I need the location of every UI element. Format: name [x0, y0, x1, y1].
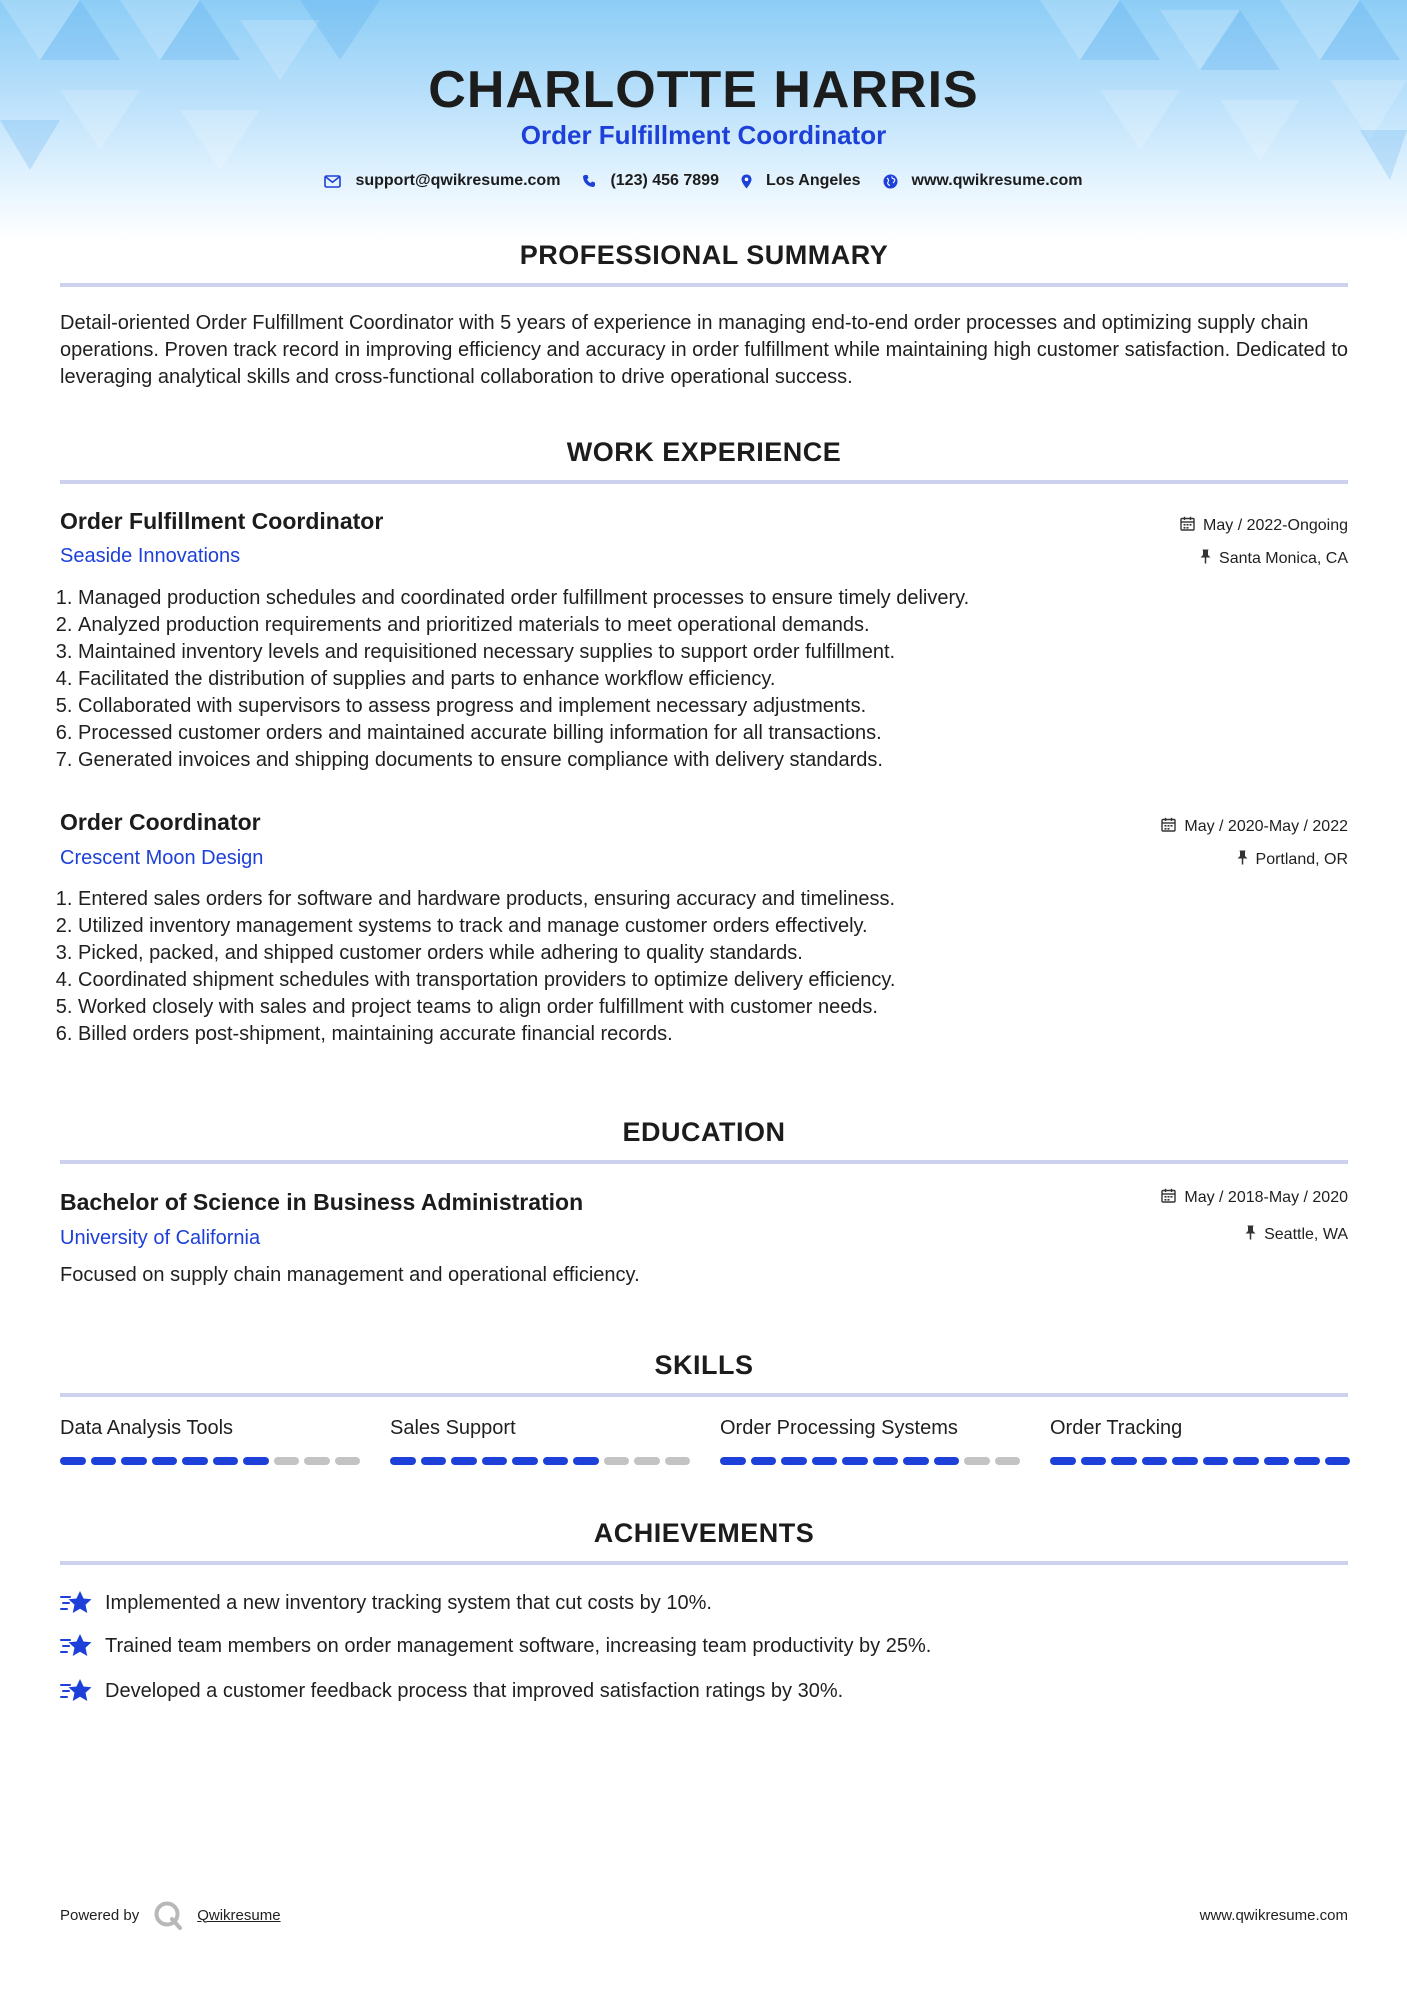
skill-segment-filled — [213, 1457, 239, 1465]
skill-level-bar — [60, 1457, 360, 1465]
list-item: 7. Generated invoices and shipping documents to ensure compliance with delivery standards. — [78, 747, 1358, 774]
list-item: 6. Billed orders post-shipment, maintaining accurate financial records. — [78, 1021, 1358, 1048]
location-text: Los Angeles — [765, 172, 861, 189]
map-pin-icon — [741, 174, 752, 189]
calendar-icon — [1161, 817, 1176, 836]
contact-bar — [0, 172, 1407, 190]
summary-heading: PROFESSIONAL SUMMARY — [519, 240, 889, 270]
list-item: 5. Collaborated with supervisors to assess progress and implement necessary adjustments. — [78, 693, 1358, 720]
skill-segment-filled — [573, 1457, 599, 1465]
skill-segment-filled — [1111, 1457, 1137, 1465]
skill-segment-filled — [182, 1457, 208, 1465]
powered-by-label: Powered by — [60, 1906, 140, 1924]
skill-segment-filled — [543, 1457, 569, 1465]
location-text: Seattle, WA — [1264, 1225, 1348, 1243]
skill-segment-filled — [512, 1457, 538, 1465]
job-bullets — [54, 585, 1358, 774]
skill-segment-filled — [873, 1457, 899, 1465]
skill-segment-filled — [1081, 1457, 1107, 1465]
skill-level-bar — [720, 1457, 1020, 1465]
dates-text: May / 2022-Ongoing — [1203, 516, 1348, 534]
contact-phone[interactable] — [582, 172, 719, 190]
education-dates — [1161, 1188, 1348, 1207]
list-item: 1. Entered sales orders for software and hardware products, ensuring accuracy and timeliness. — [78, 886, 1358, 913]
skill-segment-empty — [604, 1457, 630, 1465]
skill-segment-filled — [812, 1457, 838, 1465]
phone-text: (123) 456 7899 — [610, 172, 719, 189]
skill-segment-filled — [1050, 1457, 1076, 1465]
footer-website[interactable]: www.qwikresume.com — [1199, 1907, 1348, 1924]
achievement-text: Developed a customer feedback process that improved satisfaction ratings by 30%. — [105, 1679, 844, 1702]
list-item: 4. Coordinated shipment schedules with transportation providers to optimize delivery efficiency. — [78, 967, 1358, 994]
pushpin-icon — [1237, 850, 1248, 869]
skill-segment-filled — [1142, 1457, 1168, 1465]
dates-text: May / 2020-May / 2022 — [1184, 817, 1348, 835]
skill-segment-filled — [720, 1457, 746, 1465]
envelope-icon — [324, 175, 341, 188]
skill-segment-filled — [121, 1457, 147, 1465]
job-location — [1200, 549, 1348, 568]
skill-level-bar — [390, 1457, 690, 1465]
location-text: Santa Monica, CA — [1219, 549, 1348, 567]
skill-segment-filled — [451, 1457, 477, 1465]
skill-segment-filled — [91, 1457, 117, 1465]
contact-location — [741, 172, 861, 190]
phone-icon — [582, 174, 596, 188]
job-location — [1237, 850, 1348, 869]
skills-list — [60, 1417, 1350, 1465]
contact-email[interactable] — [324, 172, 560, 190]
star-icon — [60, 1676, 93, 1706]
education-description: Focused on supply chain management and operational efficiency. — [60, 1264, 640, 1286]
achievement-text: Trained team members on order management software, increasing team productivity by 25%. — [105, 1634, 932, 1657]
skill-segment-filled — [781, 1457, 807, 1465]
job-dates — [1180, 516, 1348, 535]
pushpin-icon — [1245, 1225, 1256, 1244]
list-item: 1. Managed production schedules and coordinated order fulfillment processes to ensure timely delivery. — [78, 585, 1358, 612]
achievement-text: Implemented a new inventory tracking system that cut costs by 10%. — [105, 1591, 712, 1614]
skills-heading: SKILLS — [654, 1350, 754, 1380]
calendar-icon — [1161, 1188, 1176, 1207]
company-name: Seaside Innovations — [60, 545, 241, 567]
skill-segment-filled — [1294, 1457, 1320, 1465]
brand-link[interactable]: Qwikresume — [197, 1906, 281, 1924]
skill-segment-filled — [1325, 1457, 1351, 1465]
qwikresume-logo-icon — [153, 1900, 183, 1930]
skill-segment-filled — [482, 1457, 508, 1465]
skill-segment-filled — [1203, 1457, 1229, 1465]
pushpin-icon — [1200, 549, 1211, 568]
list-item: 3. Picked, packed, and shipped customer orders while adhering to quality standards. — [78, 940, 1358, 967]
skill-segment-filled — [60, 1457, 86, 1465]
job-bullets — [54, 886, 1358, 1048]
achievement-item — [60, 1631, 931, 1661]
skill-segment-filled — [934, 1457, 960, 1465]
candidate-title: Order Fulfillment Coordinator — [520, 120, 887, 150]
education-divider — [60, 1160, 1348, 1164]
degree-title: Bachelor of Science in Business Administration — [60, 1189, 584, 1215]
skill-name: Data Analysis Tools — [60, 1417, 234, 1439]
skill-segment-empty — [995, 1457, 1021, 1465]
skill-segment-filled — [421, 1457, 447, 1465]
calendar-icon — [1180, 516, 1195, 535]
job-dates — [1161, 817, 1348, 836]
list-item: 3. Maintained inventory levels and requisitioned necessary supplies to support order fulfillment. — [78, 639, 1358, 666]
achievements-heading: ACHIEVEMENTS — [593, 1518, 815, 1548]
footer-branding — [60, 1900, 281, 1930]
skill-item — [720, 1417, 1020, 1465]
achievements-divider — [60, 1561, 1348, 1565]
skill-segment-filled — [842, 1457, 868, 1465]
skill-item — [390, 1417, 690, 1465]
achievement-item — [60, 1676, 843, 1706]
skill-segment-filled — [152, 1457, 178, 1465]
dates-text: May / 2018-May / 2020 — [1184, 1188, 1348, 1206]
skill-segment-filled — [903, 1457, 929, 1465]
list-item: 5. Worked closely with sales and project teams to align order fulfillment with customer needs. — [78, 994, 1358, 1021]
skill-segment-empty — [665, 1457, 691, 1465]
email-text: support@qwikresume.com — [355, 172, 561, 189]
summary-divider — [60, 283, 1348, 287]
contact-website[interactable] — [883, 172, 1083, 190]
experience-heading: WORK EXPERIENCE — [566, 437, 842, 467]
job-title: Order Fulfillment Coordinator — [60, 508, 384, 534]
skill-segment-filled — [1233, 1457, 1259, 1465]
experience-divider — [60, 480, 1348, 484]
list-item: 4. Facilitated the distribution of supplies and parts to enhance workflow efficiency. — [78, 666, 1358, 693]
list-item: 2. Analyzed production requirements and prioritized materials to meet operational demands. — [78, 612, 1358, 639]
skill-item — [60, 1417, 360, 1465]
star-icon — [60, 1631, 93, 1661]
job-title: Order Coordinator — [60, 809, 261, 835]
skill-segment-empty — [335, 1457, 361, 1465]
skill-segment-filled — [1172, 1457, 1198, 1465]
education-heading: EDUCATION — [622, 1117, 786, 1147]
list-item: 2. Utilized inventory management systems to track and manage customer orders effectively. — [78, 913, 1358, 940]
skill-name: Order Tracking — [1050, 1417, 1183, 1439]
skill-segment-empty — [274, 1457, 300, 1465]
skill-segment-empty — [634, 1457, 660, 1465]
skill-segment-filled — [751, 1457, 777, 1465]
skill-segment-empty — [964, 1457, 990, 1465]
star-icon — [60, 1588, 93, 1618]
website-text: www.qwikresume.com — [911, 172, 1083, 189]
skill-name: Order Processing Systems — [720, 1417, 958, 1439]
skill-segment-filled — [243, 1457, 269, 1465]
location-text: Portland, OR — [1255, 850, 1348, 868]
candidate-name: CHARLOTTE HARRIS — [428, 61, 979, 119]
skill-name: Sales Support — [390, 1417, 516, 1439]
skills-divider — [60, 1393, 1348, 1397]
skill-segment-filled — [1264, 1457, 1290, 1465]
skill-segment-empty — [304, 1457, 330, 1465]
skill-item — [1050, 1417, 1350, 1465]
school-name: University of California — [60, 1227, 261, 1249]
achievement-item — [60, 1588, 712, 1618]
skill-level-bar — [1050, 1457, 1350, 1465]
education-location — [1245, 1225, 1348, 1244]
globe-icon — [883, 174, 898, 189]
list-item: 6. Processed customer orders and maintained accurate billing information for all transactions. — [78, 720, 1358, 747]
skill-segment-filled — [390, 1457, 416, 1465]
summary-text: Detail-oriented Order Fulfillment Coordinator with 5 years of experience in managing end-to-end order processes and optimizing supply chain operations. Proven track record in improving efficiency and accuracy in order fulfillment while maintaining high customer satisfaction. Dedicated to leveraging analytical skills and cross-functional collaboration to drive operational success. — [60, 312, 1349, 388]
company-name: Crescent Moon Design — [60, 847, 264, 869]
